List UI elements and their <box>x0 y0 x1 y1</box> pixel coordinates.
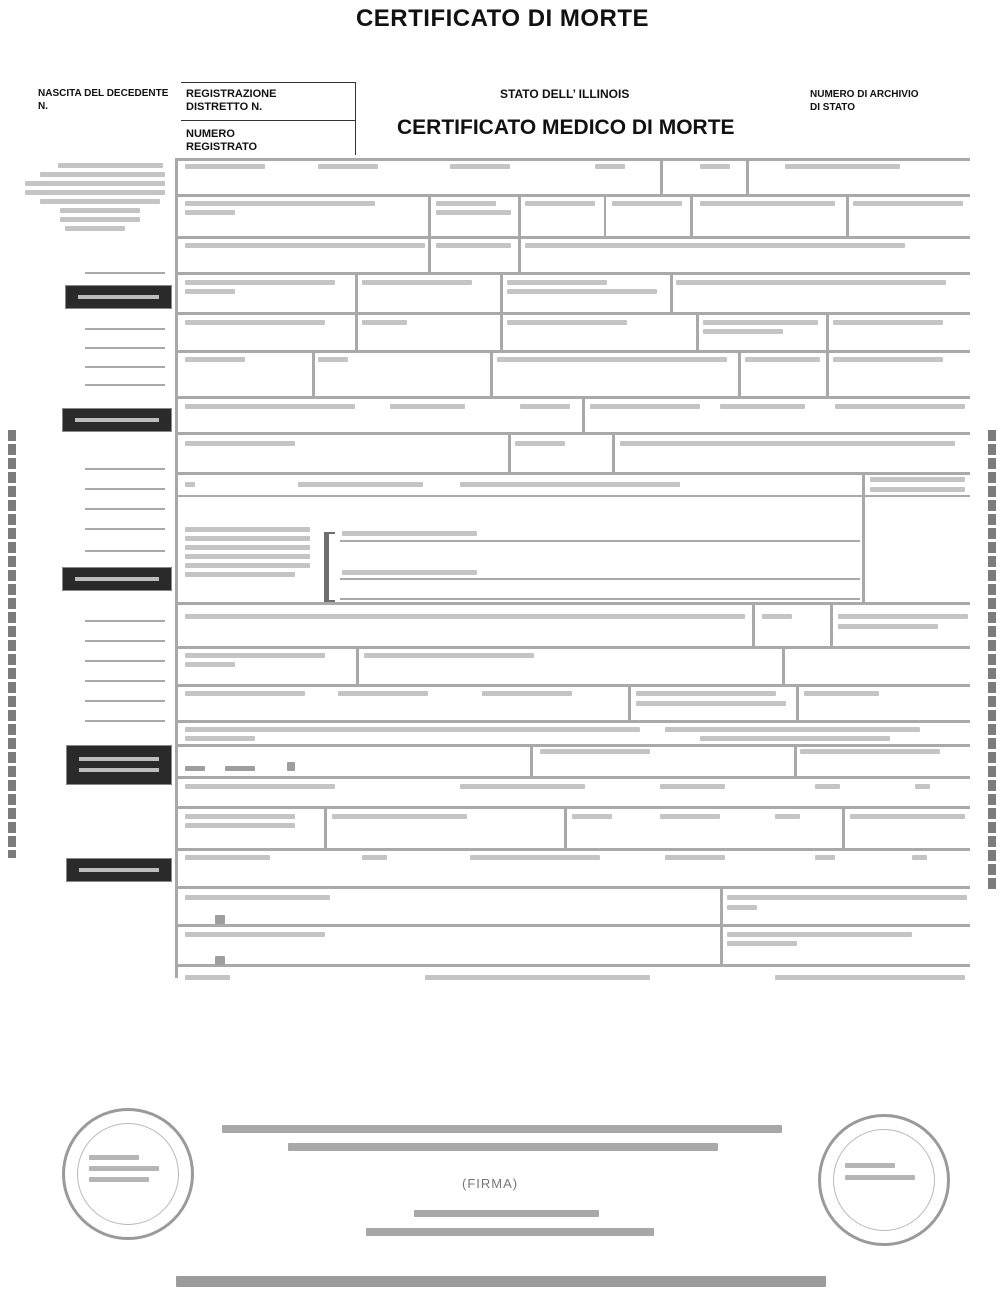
section-tab-parents <box>62 408 172 432</box>
left-vertical-text <box>8 430 16 858</box>
medical-certificate-title: CERTIFICATO MEDICO DI MORTE <box>397 116 735 139</box>
state-file-number-label: NUMERO DI ARCHIVIO DI STATO <box>810 89 919 113</box>
section-tab-disposition <box>66 858 172 882</box>
signature-line: (FIRMA) <box>462 1176 519 1191</box>
left-seal <box>62 1108 194 1240</box>
section-tab-medical-certifier <box>66 745 172 785</box>
state-label: STATO DELL’ ILLINOIS <box>500 87 630 101</box>
birth-number-label: NASCITA DEL DECEDENTE N. <box>38 88 169 112</box>
section-tab-cause <box>62 567 172 591</box>
registration-divider <box>181 120 356 121</box>
registration-district-label: REGISTRAZIONE DISTRETTO N. <box>186 88 277 113</box>
section-tab-decedent <box>65 285 172 309</box>
document-title: CERTIFICATO DI MORTE <box>355 5 650 32</box>
right-seal <box>818 1114 950 1246</box>
right-vertical-text <box>988 430 996 890</box>
alteration-warning <box>176 1276 826 1287</box>
registered-number-label: NUMERO REGISTRATO <box>186 128 258 152</box>
